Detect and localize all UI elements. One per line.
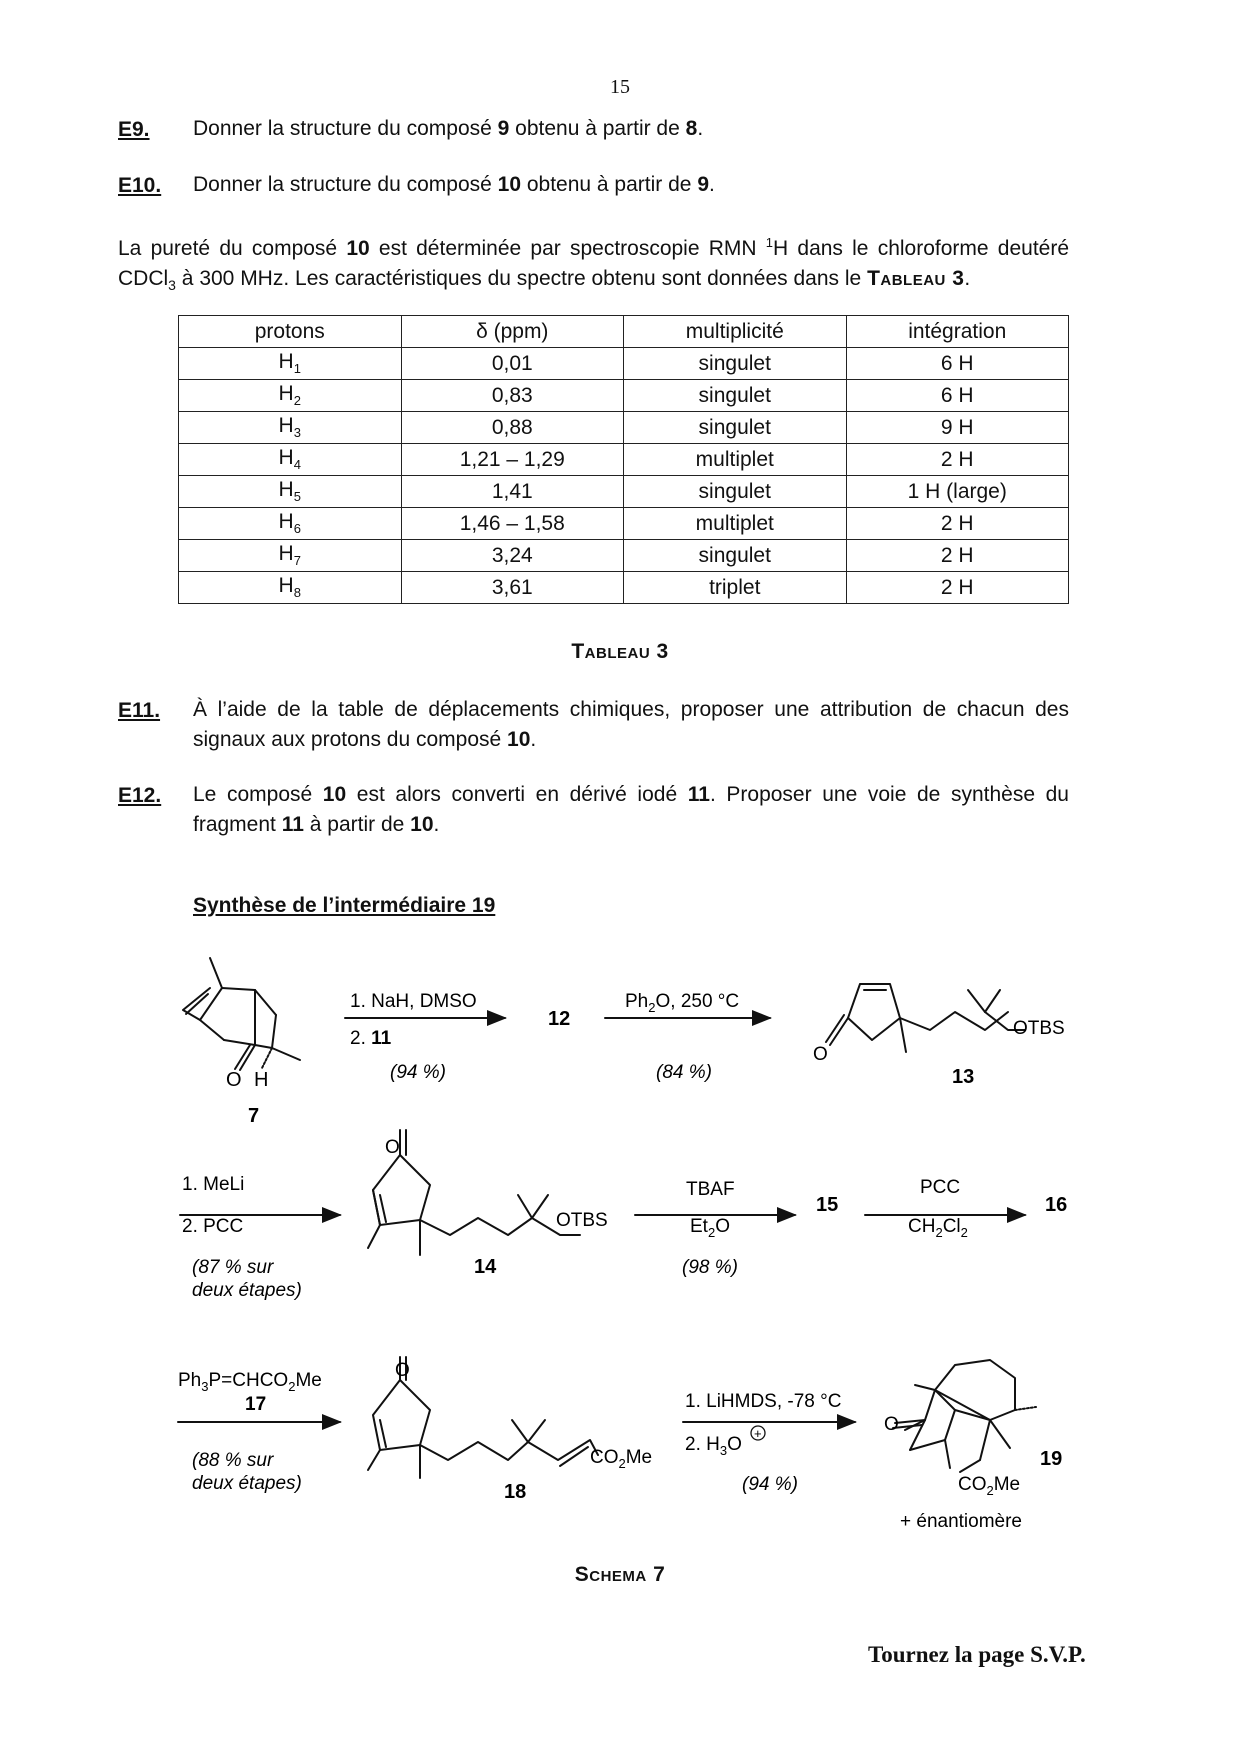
question-e10-text: Donner la structure du composé 10 obtenu à partir de 9. [193,173,715,196]
mult-cell: singulet [624,412,847,444]
compound-14-structure [368,1130,580,1255]
step3-reagent-1: 1. MeLi [182,1174,245,1195]
step4-reagent-1: TBAF [686,1179,735,1200]
table-row [179,572,1069,604]
proton-cell: $H_2$ [179,380,402,412]
int-cell: 9 H [846,412,1069,444]
compound-13-label: 13 [952,1066,975,1088]
table-row [179,508,1069,540]
table-header-row [179,316,1069,348]
label-ketone-o-18: O [395,1360,410,1381]
shift-cell: 1,46 – 1,58 [401,508,624,540]
step3-reagent-2: 2. PCC [182,1216,244,1237]
step3-yield-line2: deux étapes) [192,1280,302,1301]
proton-cell: $H_6$ [179,508,402,540]
compound-17-label: 17 [245,1394,267,1415]
table-row [179,476,1069,508]
step3-yield-line1: (87 % sur [192,1257,274,1278]
shift-cell: 1,41 [401,476,624,508]
enantiomer-note: + énantiomère [900,1511,1022,1532]
step1-yield: (94 %) [390,1062,446,1083]
shift-cell: 1,21 – 1,29 [401,444,624,476]
question-e9-label: E9. [118,118,150,141]
proton-cell: $H_8$ [179,572,402,604]
label-co2me-18: $CO_2Me$ [590,1447,653,1471]
intro-paragraph: La pureté du composé 10 est déterminée par spectroscopie RMN $^1$H dans le chloroforme deutéré CDCl$_3$ à 300 MHz. Les caractéristiques du spectre obtenu sont données dans le Tableau 3. [118,235,1070,294]
header-multiplicity: multiplicité [624,316,847,348]
shift-cell: 0,01 [401,348,624,380]
proton-cell: $H_4$ [179,444,402,476]
label-h-7: H [254,1069,269,1091]
mult-cell: singulet [624,380,847,412]
step6-yield-line2: deux étapes) [192,1473,302,1494]
shift-cell: 0,88 [401,412,624,444]
compound-19-structure [893,1360,1036,1472]
mult-cell: multiplet [624,508,847,540]
shift-cell: 0,83 [401,380,624,412]
mult-cell: triplet [624,572,847,604]
step2-yield: (84 %) [656,1062,712,1083]
table-row [179,444,1069,476]
int-cell: 2 H [846,508,1069,540]
label-co2me-19: $CO_2Me$ [958,1474,1021,1498]
question-e10-label: E10. [118,174,162,197]
question-e12-text: Le composé 10 est alors converti en dérivé iodé 11. Proposer une voie de synthèse du fragment 11 à partir de 10. [193,783,1069,836]
reaction-scheme [0,940,1240,1580]
mult-cell: singulet [624,476,847,508]
nmr-table [178,315,1069,604]
shift-cell: 3,61 [401,572,624,604]
proton-cell: $H_3$ [179,412,402,444]
question-e11-label: E11. [118,699,161,722]
scheme-caption: Schema 7 [574,1563,666,1586]
footer-note: Tournez la page S.V.P. [868,1642,1086,1667]
int-cell: 2 H [846,540,1069,572]
charge-plus: + [754,1426,762,1441]
table-row [179,412,1069,444]
compound-7-structure [183,958,300,1070]
label-ketone-o-13: O [813,1044,828,1065]
int-cell: 2 H [846,572,1069,604]
step2-reagent: $Ph_2O$, 250 °C [625,991,740,1015]
step1-reagent-2: 2. 11 [350,1028,392,1049]
header-integration: intégration [846,316,1069,348]
compound-13-structure [826,984,1025,1052]
compound-19-label: 19 [1040,1448,1063,1470]
mult-cell: multiplet [624,444,847,476]
step5-reagent-1: PCC [920,1177,961,1198]
label-ketone-o-7: O [226,1069,242,1091]
table-caption: Tableau 3 [571,640,669,663]
compound-15-label: 15 [816,1194,839,1216]
step4-yield: (98 %) [682,1257,738,1278]
proton-cell: $H_5$ [179,476,402,508]
step6-yield-line1: (88 % sur [192,1450,274,1471]
mult-cell: singulet [624,540,847,572]
int-cell: 6 H [846,380,1069,412]
step7-reagent-2: 2. $H_3O$ [685,1434,742,1458]
table-row [179,540,1069,572]
compound-7-label: 7 [248,1105,260,1127]
label-otbs-14: OTBS [556,1210,608,1231]
compound-16-label: 16 [1045,1194,1068,1216]
label-ketone-o-14: O [385,1137,400,1158]
compound-18-label: 18 [504,1481,527,1503]
compound-14-label: 14 [474,1256,497,1278]
compound-12-label: 12 [548,1008,571,1030]
int-cell: 2 H [846,444,1069,476]
mult-cell: singulet [624,348,847,380]
page-number: 15 [610,76,630,98]
scheme-title: Synthèse de l’intermédiaire 19 [193,894,496,917]
table-reference: Tableau 3 [867,267,965,290]
step7-yield: (94 %) [742,1474,798,1495]
header-shift: δ (ppm) [401,316,624,348]
step4-reagent-2: $Et_2O$ [690,1216,730,1240]
step1-reagent-1: 1. NaH, DMSO [350,991,477,1012]
table-row [179,380,1069,412]
step6-reagent: $Ph_3P=CHCO_2Me$ [178,1370,322,1394]
header-protons: protons [179,316,402,348]
proton-cell: $H_7$ [179,540,402,572]
label-ketone-o-19: O [884,1414,899,1435]
int-cell: 6 H [846,348,1069,380]
question-e12-label: E12. [118,784,162,807]
label-otbs-13: OTBS [1013,1018,1065,1039]
shift-cell: 3,24 [401,540,624,572]
proton-cell: $H_1$ [179,348,402,380]
question-e9-text: Donner la structure du composé 9 obtenu à partir de 8. [193,117,704,140]
step7-reagent-1: 1. LiHMDS, -78 °C [685,1391,842,1412]
step5-reagent-2: $CH_2Cl_2$ [908,1216,968,1240]
question-e11-text: À l’aide de la table de déplacements chimiques, proposer une attribution de chacun des signaux aux protons du composé 10. [193,698,1069,751]
table-row [179,348,1069,380]
int-cell: 1 H (large) [846,476,1069,508]
